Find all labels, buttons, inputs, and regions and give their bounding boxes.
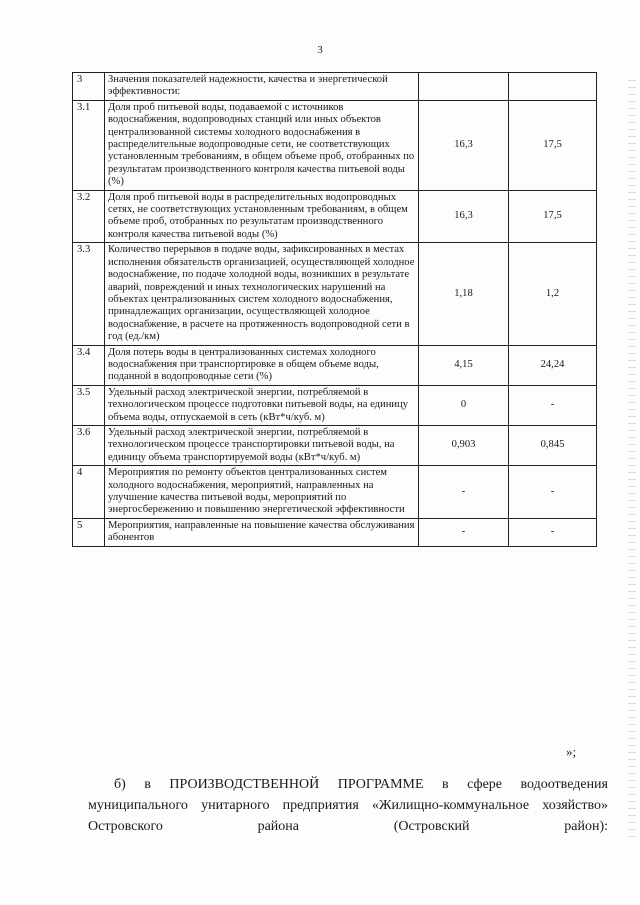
row-value-1: 0,903 — [419, 425, 509, 465]
row-value-2: 24,24 — [509, 345, 597, 385]
table-row — [73, 425, 597, 465]
table-row — [73, 100, 597, 190]
row-value-2: 1,2 — [509, 243, 597, 345]
row-number: 3.5 — [73, 385, 105, 425]
row-value-1 — [419, 73, 509, 101]
row-value-1: 1,18 — [419, 243, 509, 345]
row-description: Удельный расход электрической энергии, потребляемой в технологическом процессе подготовки питьевой воды, на единицу объема воды, отпускаемой в сеть (кВт*ч/куб. м) — [105, 385, 419, 425]
row-value-2: - — [509, 466, 597, 519]
row-description: Мероприятия по ремонту объектов централизованных систем холодного водоснабжения, мероприятий, направленных на улучшение качества питьевой воды, мероприятий по энергосбережению и повышению энергетической эффективности — [105, 466, 419, 519]
row-number: 3.4 — [73, 345, 105, 385]
closing-quote: »; — [566, 744, 577, 759]
table-row — [73, 243, 597, 345]
row-value-2 — [509, 73, 597, 101]
table-row — [73, 385, 597, 425]
table-row — [73, 190, 597, 243]
row-number: 3 — [73, 73, 105, 101]
row-value-1: 16,3 — [419, 190, 509, 243]
row-description: Доля потерь воды в централизованных системах холодного водоснабжения при транспортировке в общем объеме воды, поданной в водопроводные сети (%) — [105, 345, 419, 385]
table-row — [73, 73, 597, 101]
row-number: 5 — [73, 518, 105, 546]
table-row — [73, 518, 597, 546]
row-value-2: 17,5 — [509, 190, 597, 243]
row-description: Доля проб питьевой воды в распределительных водопроводных сетях, не соответствующих установленным требованиям, в общем объеме проб, отобранных по результатам производственного контроля качества питьевой воды (%) — [105, 190, 419, 243]
row-value-1: - — [419, 466, 509, 519]
row-number: 3.2 — [73, 190, 105, 243]
row-value-1: 16,3 — [419, 100, 509, 190]
row-number: 3.6 — [73, 425, 105, 465]
row-number: 3.1 — [73, 100, 105, 190]
indicators-table — [72, 72, 597, 547]
paragraph-b: б) в ПРОИЗВОДСТВЕННОЙ ПРОГРАММЕ в сфере водоотведения муниципального унитарного предприятия «Жилищно-коммунальное хозяйство» Островского района (Островский район): — [88, 777, 608, 834]
row-value-2: 17,5 — [509, 100, 597, 190]
row-value-2: 0,845 — [509, 425, 597, 465]
row-number: 3.3 — [73, 243, 105, 345]
row-description: Мероприятия, направленные на повышение качества обслуживания абонентов — [105, 518, 419, 546]
row-value-2: - — [509, 518, 597, 546]
row-value-1: 0 — [419, 385, 509, 425]
row-description: Доля проб питьевой воды, подаваемой с источников водоснабжения, водопроводных станций или иных объектов централизованной системы холодного водоснабжения в распределительные водопроводные сети, не соответствующих установленным требованиям, в общем объеме проб, отобранных по результатам производственного контроля качества питьевой воды (%) — [105, 100, 419, 190]
scan-margin-artifact — [628, 80, 636, 840]
row-number: 4 — [73, 466, 105, 519]
row-value-1: 4,15 — [419, 345, 509, 385]
page-number: 3 — [317, 44, 323, 56]
table-row — [73, 466, 597, 519]
table-row — [73, 345, 597, 385]
row-value-2: - — [509, 385, 597, 425]
row-description: Значения показателей надежности, качества и энергетической эффективности: — [105, 73, 419, 101]
row-description: Количество перерывов в подаче воды, зафиксированных в местах исполнения обязательств организацией, осуществляющей холодное водоснабжение, по подаче холодной воды, возникших в результате аварий, повреждений и иных технологических нарушений на объектах централизованных систем холодного водоснабжения, принадлежащих организации, осуществляющей холодное водоснабжение, в расчете на протяженность водопроводной сети в год (ед./км) — [105, 243, 419, 345]
row-description: Удельный расход электрической энергии, потребляемой в технологическом процессе транспортировки питьевой воды, на единицу объема транспортируемой воды (кВт*ч/куб. м) — [105, 425, 419, 465]
row-value-1: - — [419, 518, 509, 546]
